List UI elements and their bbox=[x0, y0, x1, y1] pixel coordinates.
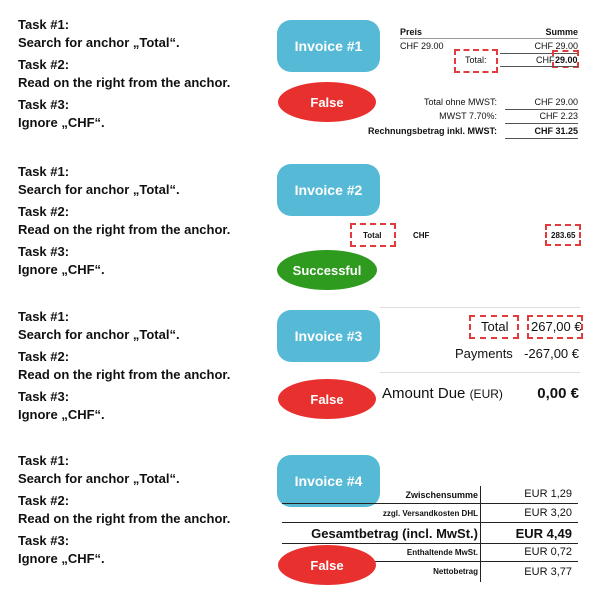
task-2-text: Read on the right from the anchor. bbox=[18, 367, 231, 382]
invoice-1-row-2-value: CHF 2.23 bbox=[539, 111, 578, 121]
invoice-3-amount-due bbox=[382, 385, 503, 402]
task-1-heading: Task #1: bbox=[18, 309, 70, 324]
task-3-text: Ignore „CHF“. bbox=[18, 551, 105, 566]
task-3-text: Ignore „CHF“. bbox=[18, 115, 105, 130]
invoice-2-currency: CHF bbox=[413, 231, 430, 240]
task-2-text: Read on the right from the anchor. bbox=[18, 511, 231, 526]
invoice-4-row-4-label: Enthaltende MwSt. bbox=[406, 548, 478, 557]
invoice-3-payments-value: -267,00 € bbox=[524, 346, 579, 361]
invoice-2-total-label: Total bbox=[363, 231, 382, 240]
invoice-1-row-3-rule bbox=[505, 138, 578, 139]
invoice-1-header-rule bbox=[400, 38, 578, 39]
invoice-1-col-preis: Preis bbox=[400, 27, 423, 37]
task-2-heading: Task #2: bbox=[18, 493, 70, 508]
task-3-text: Ignore „CHF“. bbox=[18, 262, 105, 277]
invoice-3-amount-due-label: Amount Due bbox=[382, 385, 466, 402]
invoice-1-row-2-rule bbox=[505, 123, 578, 124]
task-block-3 bbox=[18, 308, 230, 424]
invoice-4-row-1 bbox=[282, 486, 578, 504]
task-1-text: Search for anchor „Total“. bbox=[18, 182, 180, 197]
invoice-4-row-2-value: EUR 3,20 bbox=[524, 507, 572, 519]
invoice-2-amount: 283.65 bbox=[551, 231, 576, 240]
invoice-1-total-rule bbox=[500, 66, 578, 67]
task-block-4 bbox=[18, 452, 230, 568]
invoice-4-row-4-value: EUR 0,72 bbox=[524, 546, 572, 558]
invoice-1-row-2-label: MWST 7.70%: bbox=[439, 111, 497, 121]
invoice-3-status: False bbox=[278, 379, 376, 419]
invoice-4-row-3-label: Gesamtbetrag (incl. MwSt.) bbox=[311, 526, 478, 541]
invoice-4-row-2 bbox=[282, 504, 578, 523]
invoice-2-badge: Invoice #2 bbox=[277, 164, 380, 216]
invoice-2-status: Successful bbox=[277, 250, 377, 290]
invoice-4-row-3-value: EUR 4,49 bbox=[515, 526, 572, 541]
task-2-heading: Task #2: bbox=[18, 349, 70, 364]
invoice-4-row-5-label: Nettobetrag bbox=[433, 567, 478, 576]
task-block-2 bbox=[18, 163, 230, 279]
invoice-1-row-3-value: CHF 31.25 bbox=[534, 126, 578, 136]
invoice-1-summe-value: CHF 29.00 bbox=[534, 41, 578, 51]
task-2-heading: Task #2: bbox=[18, 204, 70, 219]
task-1-text: Search for anchor „Total“. bbox=[18, 471, 180, 486]
invoice-4-badge: Invoice #4 bbox=[277, 455, 380, 507]
task-1-text: Search for anchor „Total“. bbox=[18, 35, 180, 50]
invoice-1-total-value: 29.00 bbox=[555, 55, 578, 65]
task-1-heading: Task #1: bbox=[18, 17, 70, 32]
invoice-1-status: False bbox=[278, 82, 376, 122]
invoice-4-status: False bbox=[278, 545, 376, 585]
invoice-3-payments-label: Payments bbox=[455, 346, 513, 361]
invoice-3-amount-due-value: 0,00 € bbox=[537, 385, 579, 402]
task-block-1 bbox=[18, 16, 230, 132]
invoice-4-row-5-value: EUR 3,77 bbox=[524, 566, 572, 578]
task-2-heading: Task #2: bbox=[18, 57, 70, 72]
invoice-3-amount-due-unit: (EUR) bbox=[469, 387, 503, 401]
invoice-1-total-label: Total: bbox=[465, 55, 487, 65]
invoice-3-badge: Invoice #3 bbox=[277, 310, 380, 362]
invoice-3-total-value: 267,00 € bbox=[531, 319, 582, 334]
invoice-1-col-summe: Summe bbox=[545, 27, 578, 37]
invoice-1-badge: Invoice #1 bbox=[277, 20, 380, 72]
invoice-1-row-3-label: Rechnungsbetrag inkl. MWST: bbox=[367, 126, 497, 136]
invoice-3-total-label: Total bbox=[481, 319, 509, 334]
invoice-3-top-rule bbox=[380, 307, 580, 308]
task-3-heading: Task #3: bbox=[18, 533, 70, 548]
task-3-text: Ignore „CHF“. bbox=[18, 407, 105, 422]
invoice-3-due-rule bbox=[380, 372, 580, 373]
task-3-heading: Task #3: bbox=[18, 244, 70, 259]
invoice-4-row-2-label: zzgl. Versandkosten DHL bbox=[382, 509, 478, 518]
invoice-1-row-1-label: Total ohne MWST: bbox=[423, 97, 497, 107]
task-1-text: Search for anchor „Total“. bbox=[18, 327, 180, 342]
invoice-1-preis-value: CHF 29.00 bbox=[400, 41, 444, 51]
task-3-heading: Task #3: bbox=[18, 389, 70, 404]
invoice-1-total-currency: CHF bbox=[536, 55, 555, 65]
task-3-heading: Task #3: bbox=[18, 97, 70, 112]
invoice-1-row-1-value: CHF 29.00 bbox=[534, 97, 578, 107]
task-2-text: Read on the right from the anchor. bbox=[18, 222, 231, 237]
invoice-4-row-3 bbox=[282, 523, 578, 544]
invoice-1-row-1-rule bbox=[505, 109, 578, 110]
invoice-4-row-1-label: Zwischensumme bbox=[405, 490, 478, 500]
invoice-4-row-1-value: EUR 1,29 bbox=[524, 488, 572, 500]
task-1-heading: Task #1: bbox=[18, 453, 70, 468]
task-2-text: Read on the right from the anchor. bbox=[18, 75, 231, 90]
task-1-heading: Task #1: bbox=[18, 164, 70, 179]
